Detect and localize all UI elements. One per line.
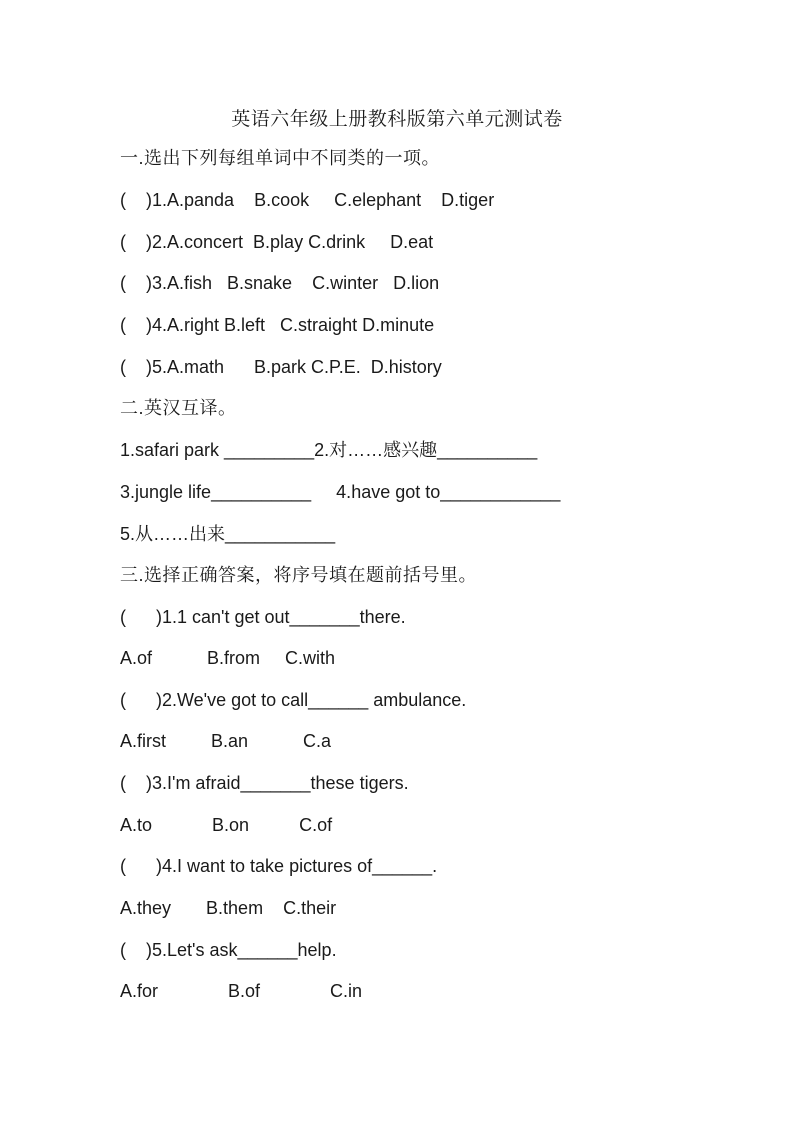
section3-question-4: ( )4.I want to take pictures of______. xyxy=(120,856,438,876)
section1-question-2: ( )2.A.concert B.play C.drink D.eat xyxy=(120,232,434,252)
section2-line-1: 1.safari park _________2.对……感兴趣__________ xyxy=(120,440,538,460)
section3-question-5: ( )5.Let's ask______help. xyxy=(120,940,337,960)
section3-options-4: A.they B.them C.their xyxy=(120,898,337,918)
section1-heading: 一.选出下列每组单词中不同类的一项。 xyxy=(120,148,440,168)
section3-question-2: ( )2.We've got to call______ ambulance. xyxy=(120,690,467,710)
section2-line-2: 3.jungle life__________ 4.have got to____________ xyxy=(120,482,561,502)
section2-heading: 二.英汉互译。 xyxy=(120,398,237,418)
section3-options-5: A.for B.of C.in xyxy=(120,981,363,1001)
section3-options-3: A.to B.on C.of xyxy=(120,815,333,835)
section3-question-1: ( )1.1 can't get out_______there. xyxy=(120,607,406,627)
section3-options-1: A.of B.from C.with xyxy=(120,648,336,668)
section1-question-1: ( )1.A.panda B.cook C.elephant D.tiger xyxy=(120,190,495,210)
page-title: 英语六年级上册教科版第六单元测试卷 xyxy=(231,109,563,130)
section2-line-3: 5.从……出来___________ xyxy=(120,524,336,544)
section1-question-4: ( )4.A.right B.left C.straight D.minute xyxy=(120,315,435,335)
section1-question-5: ( )5.A.math B.park C.P.E. D.history xyxy=(120,357,442,377)
section3-heading: 三.选择正确答案，将序号填在题前括号里。 xyxy=(120,565,477,585)
section3-options-2: A.first B.an C.a xyxy=(120,731,332,751)
section1-question-3: ( )3.A.fish B.snake C.winter D.lion xyxy=(120,273,440,293)
section3-question-3: ( )3.I'm afraid_______these tigers. xyxy=(120,773,409,793)
